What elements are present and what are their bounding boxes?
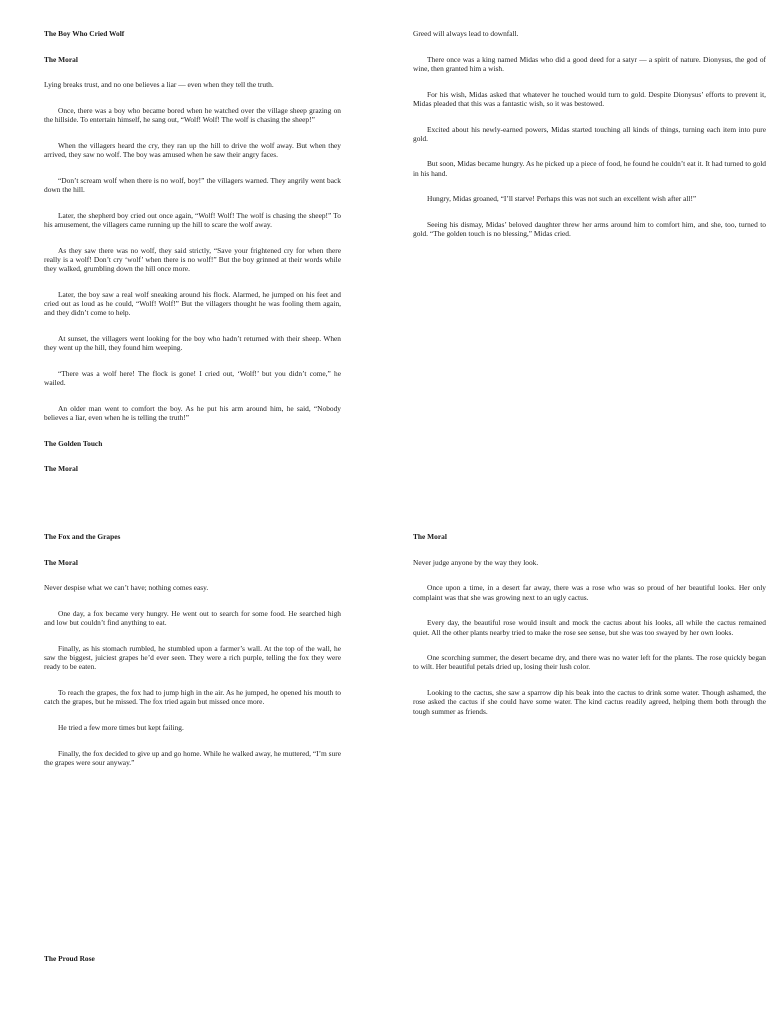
moral-heading: The Moral: [44, 557, 78, 567]
moral-heading: The Moral: [44, 464, 78, 474]
story-paragraph: Once upon a time, in a desert far away, there was a rose who was so proud of her beautiful looks. Her only complaint was that she was growing next to an ugly cactus.: [413, 583, 766, 602]
moral-text: Greed will always lead to downfall.: [413, 29, 519, 38]
story-paragraph: One day, a fox became very hungry. He went out to search for some food. He searched high and low but couldn’t find anything to eat.: [44, 609, 341, 628]
story-paragraph: To reach the grapes, the fox had to jump high in the air. As he jumped, he opened his mouth to catch the grapes, but he missed. The fox tried again but missed once more.: [44, 688, 341, 707]
story-golden-touch: [413, 29, 766, 255]
story-paragraph: At sunset, the villagers went looking for the boy who hadn’t returned with their sheep. When they went up the hill, they found him weeping.: [44, 333, 341, 353]
story-paragraph: Seeing his dismay, Midas’ beloved daughter threw her arms around him to comfort him, and she, too, turned to gold. “The golden touch is no blessing,” Midas cried.: [413, 220, 766, 239]
story-paragraph: Finally, as his stomach rumbled, he stumbled upon a farmer’s wall. At the top of the wall, he saw the biggest, juiciest grapes he’d ever seen. They were a rich purple, telling the fox they were ready to be eaten.: [44, 644, 341, 672]
story-paragraph: Later, the boy saw a real wolf sneaking around his flock. Alarmed, he jumped on his feet and cried out as loud as he could, “Wolf! Wolf!” But the villagers thought he was fooling them again, and they didn’t come to help.: [44, 289, 341, 318]
moral-heading: The Moral: [413, 532, 447, 541]
story-paragraph: Hungry, Midas groaned, “I’ll starve! Perhaps this was not such an excellent wish after all!”: [427, 194, 697, 204]
story-paragraph: Every day, the beautiful rose would insult and mock the cactus about his looks, all while the cactus remained quiet. All the other plants nearby tried to make the rose see sense, but she was too swayed by her own looks.: [413, 618, 766, 637]
story-paragraph: “There was a wolf here! The flock is gone! I cried out, ‘Wolf!’ but you didn’t come,” he wailed.: [44, 368, 341, 388]
story-paragraph: There once was a king named Midas who did a good deed for a satyr — a spirit of nature. Dionysus, the god of wine, then granted him a wish.: [413, 54, 766, 73]
story-proud-rose: [413, 532, 766, 732]
story-paragraph: “Don’t scream wolf when there is no wolf, boy!” the villagers warned. They angrily went back down the hill.: [44, 175, 341, 195]
moral-text: Lying breaks trust, and no one believes a liar — even when they tell the truth.: [44, 80, 274, 90]
story-paragraph: Excited about his newly-earned powers, Midas started touching all kinds of things, turning each item into pure gold.: [413, 124, 766, 143]
moral-text: Never despise what we can’t have; nothing comes easy.: [44, 583, 209, 593]
story-title: The Fox and the Grapes: [44, 532, 121, 541]
story-paragraph: One scorching summer, the desert became dry, and there was no water left for the plants. The rose quickly began to wilt. Her beautiful petals dried up, losing their lush color.: [413, 653, 766, 672]
story-paragraph: But soon, Midas became hungry. As he picked up a piece of food, he found he couldn’t eat it. It had turned to gold in his hand.: [413, 159, 766, 178]
story-paragraph: For his wish, Midas asked that whatever he touched would turn to gold. Despite Dionysus’ efforts to prevent it, Midas pleaded that this was a fantastic wish, so it was bestowed.: [413, 89, 766, 108]
story-paragraph: As they saw there was no wolf, they said strictly, “Save your frightened cry for when there really is a wolf! Don’t cry ‘wolf’ when there is no wolf!” But the boy grinned at their words while they walked, grumbling down the hill once more.: [44, 245, 341, 274]
story-paragraph: Once, there was a boy who became bored when he watched over the village sheep grazing on the hillside. To entertain himself, he sang out, “Wolf! Wolf! The wolf is chasing the sheep!”: [44, 106, 341, 125]
story-paragraph: Later, the shepherd boy cried out once again, “Wolf! Wolf! The wolf is chasing the sheep!” To his amusement, the villagers came running up the hill to scare the wolf away.: [44, 210, 341, 230]
moral-heading: The Moral: [44, 54, 78, 64]
story-paragraph: When the villagers heard the cry, they ran up the hill to drive the wolf away. But when they arrived, they saw no wolf. The boy was amused when he saw their angry faces.: [44, 141, 341, 160]
story-title: The Boy Who Cried Wolf: [44, 29, 125, 38]
story-boy-who-cried-wolf: [44, 29, 341, 490]
moral-text: Never judge anyone by the way they look.: [413, 557, 539, 567]
story-title: The Proud Rose: [44, 954, 95, 963]
story-paragraph: He tried a few more times but kept failing.: [58, 723, 184, 733]
story-title: The Golden Touch: [44, 438, 103, 448]
story-fox-and-grapes: [44, 532, 341, 784]
story-paragraph: Finally, the fox decided to give up and go home. While he walked away, he muttered, “I’m sure the grapes were sour anyway.”: [44, 748, 341, 767]
story-paragraph: An older man went to comfort the boy. As he put his arm around him, he said, “Nobody believes a liar, even when he is telling the truth!”: [44, 403, 341, 422]
story-paragraph: Looking to the cactus, she saw a sparrow dip his beak into the cactus to drink some water. Though ashamed, the rose asked the cactus if she could have some water. The kind cactus readily agreed, helping them both through the tough summer as friends.: [413, 688, 766, 716]
